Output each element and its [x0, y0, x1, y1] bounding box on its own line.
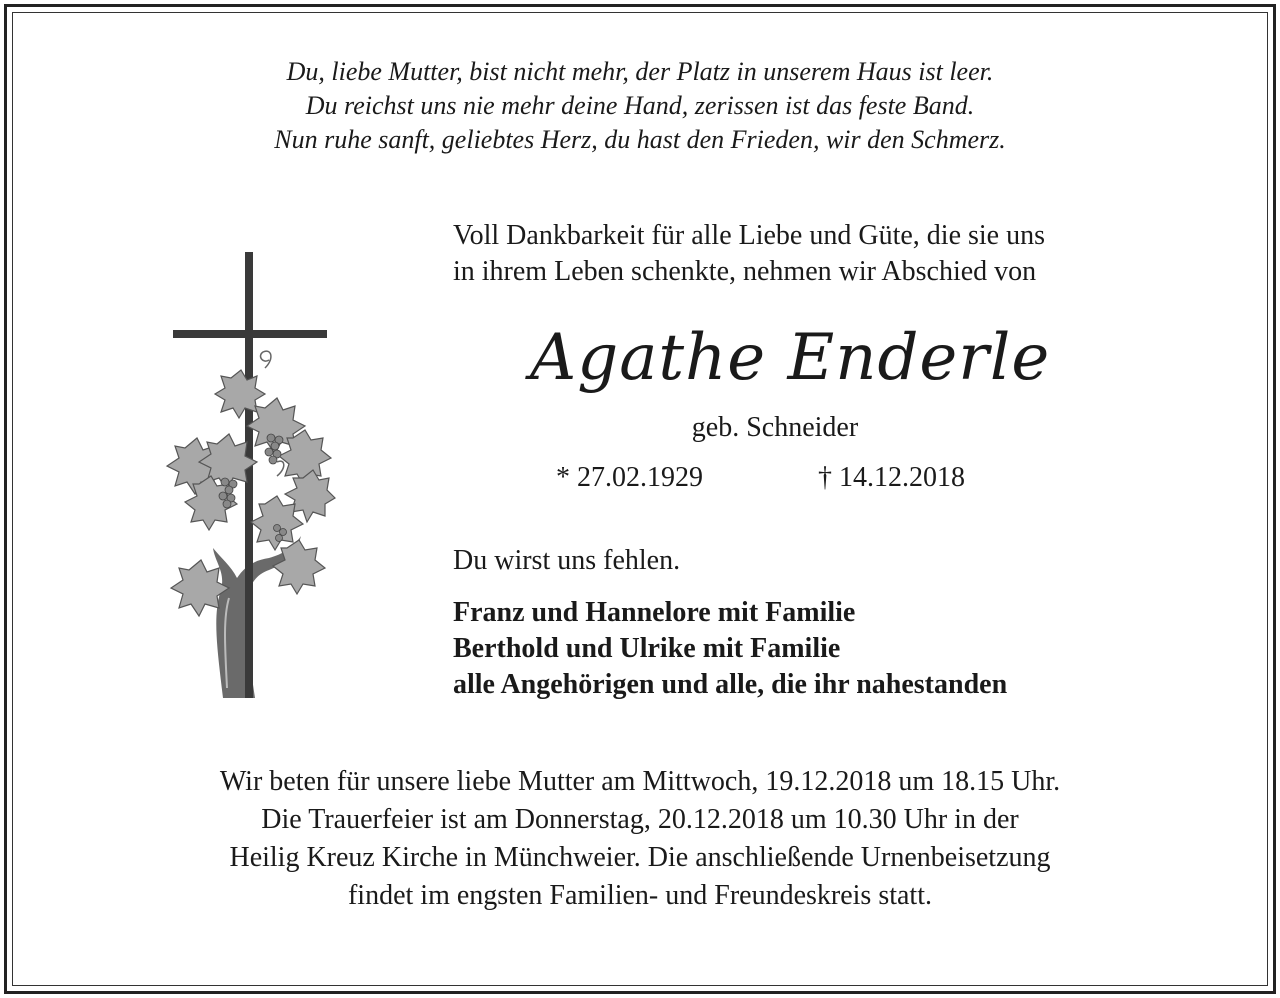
birth-date: * 27.02.1929: [556, 462, 703, 493]
intro-text: [453, 218, 1045, 290]
birth-name: geb. Schneider: [691, 412, 859, 443]
service-line-2: Die Trauerfeier ist am Donnerstag, 20.12.2018 um 10.30 Uhr in der: [261, 804, 1019, 835]
poem-line-3: Nun ruhe sanft, geliebtes Herz, du hast den Frieden, wir den Schmerz.: [274, 125, 1006, 154]
poem-line-1: Du, liebe Mutter, bist nicht mehr, der Platz in unserem Haus ist leer.: [286, 57, 994, 86]
poem: [0, 55, 1280, 157]
service-info: [0, 763, 1280, 915]
deceased-name: Agathe Enderle: [530, 321, 1051, 395]
farewell-message: Du wirst uns fehlen.: [453, 545, 681, 576]
poem-line-2: Du reichst uns nie mehr deine Hand, zerissen ist das feste Band.: [305, 91, 975, 120]
mourner-line: alle Angehörigen und alle, die ihr nahestanden: [453, 669, 1008, 700]
intro-line-2: in ihrem Leben schenkte, nehmen wir Abschied von: [453, 256, 1037, 287]
mourner-line: Franz und Hannelore mit Familie: [453, 597, 856, 628]
death-date: † 14.12.2018: [818, 462, 965, 493]
mourners-list: [453, 595, 1007, 703]
mourner-line: Berthold und Ulrike mit Familie: [453, 633, 841, 664]
cross-with-grapevine-icon: [165, 248, 365, 704]
service-line-3: Heilig Kreuz Kirche in Münchweier. Die anschließende Urnenbeisetzung: [229, 842, 1051, 873]
service-line-1: Wir beten für unsere liebe Mutter am Mittwoch, 19.12.2018 um 18.15 Uhr.: [219, 766, 1061, 797]
intro-line-1: Voll Dankbarkeit für alle Liebe und Güte, die sie uns: [453, 220, 1045, 251]
service-line-4: findet im engsten Familien- und Freundeskreis statt.: [347, 880, 932, 911]
